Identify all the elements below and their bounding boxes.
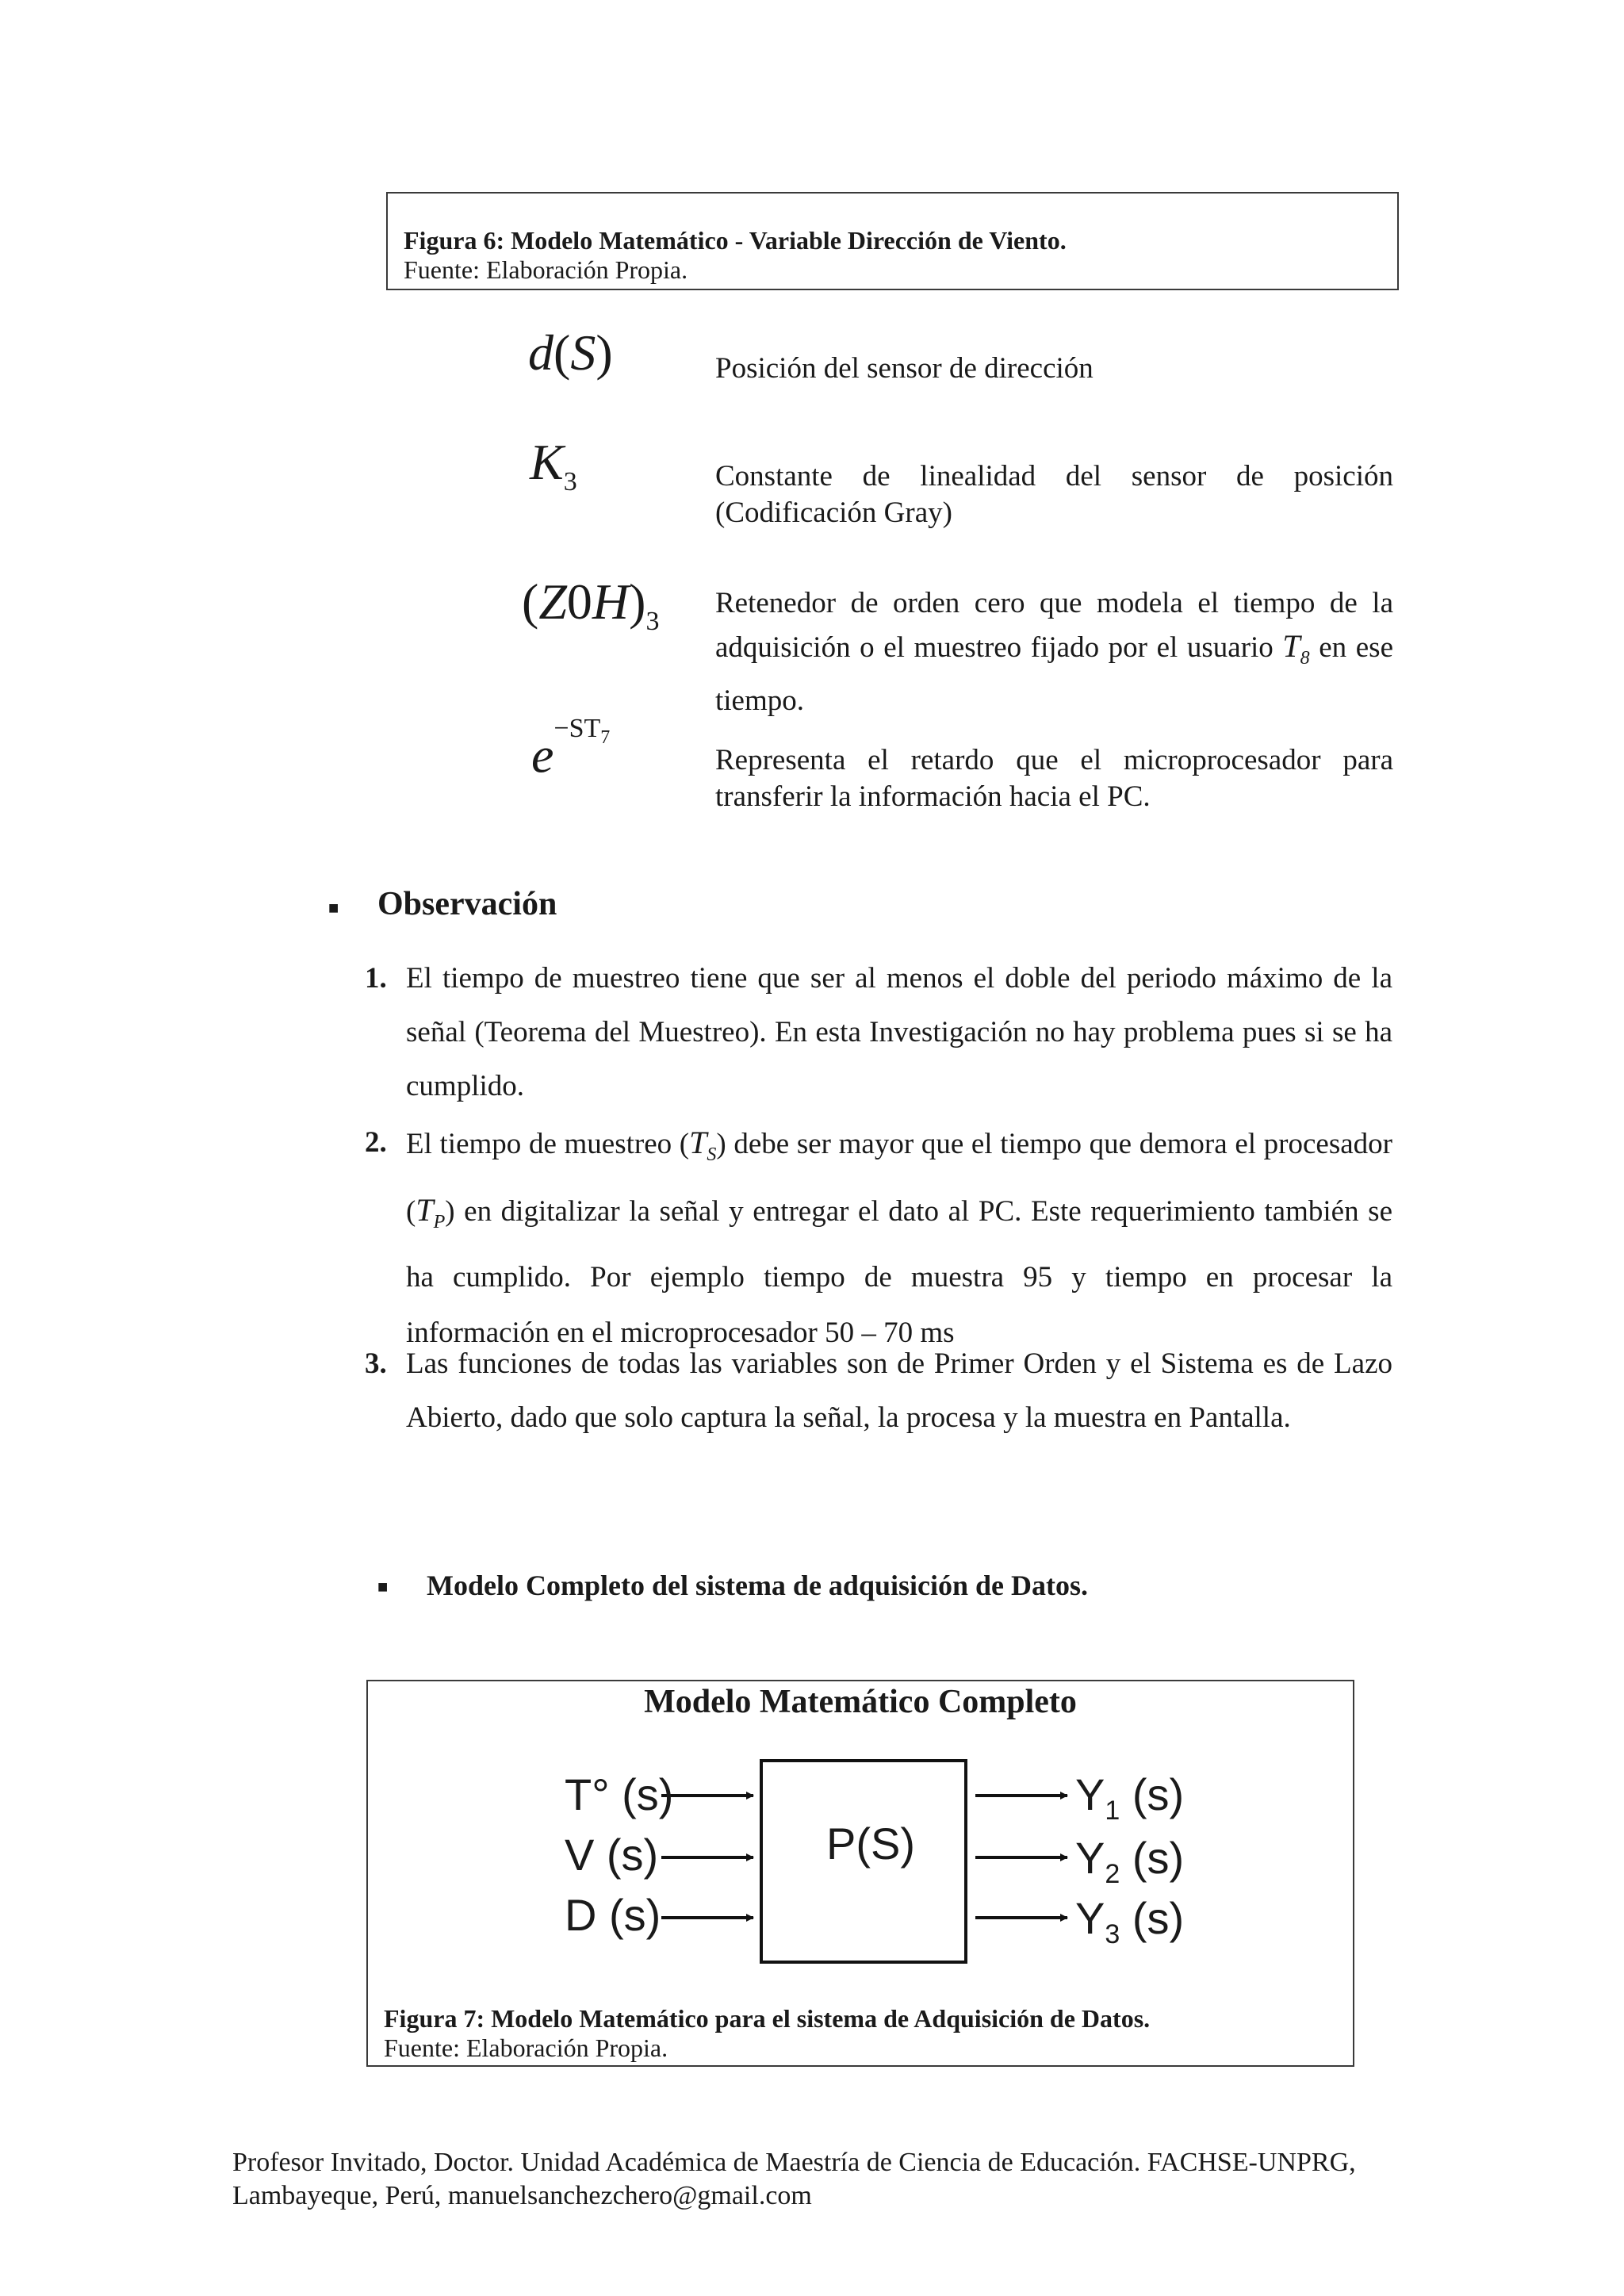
symbol-k3: $K_3$ xyxy=(530,434,577,496)
output-label-y2: $Y_2$ (s) xyxy=(1075,1833,1185,1890)
input-label-t: T° (s) xyxy=(565,1769,674,1819)
symbol-zoh3-desc-pre: Retenedor de orden cero que modela el tiempo de la adquisición o el muestreo fijado por el usuario xyxy=(715,587,1393,664)
footer-line2: Lambayeque, Perú, manuelsanchezchero@gmail.com xyxy=(232,2181,812,2210)
figure6-caption-box xyxy=(386,192,1399,290)
footer xyxy=(232,2146,1356,2213)
input-label-d: D (s) xyxy=(565,1890,661,1940)
footer-line1: Profesor Invitado, Doctor. Unidad Académica de Maestría de Ciencia de Educación. FACHSE-UNPRG, xyxy=(232,2148,1356,2177)
figure6-source: Fuente: Elaboración Propia. xyxy=(404,255,688,284)
figure7-title: Figura 7: Modelo Matemático para el sistema de Adquisición de Datos. xyxy=(384,2004,1151,2033)
ts-math: $T_S$ xyxy=(689,1125,717,1165)
observacion-item-1: 1. El tiempo de muestreo tiene que ser al menos el doble del periodo máximo de la señal (Teorema del Muestreo). En esta Investigación no hay problema pues si se ha cumplido. xyxy=(365,962,1392,1102)
block-label: P(S) xyxy=(826,1819,915,1869)
bullet-observacion: ■ xyxy=(328,898,339,918)
symbol-zoh3: $(Z0H)_3$ xyxy=(522,573,660,636)
t8-math: $T_8$ xyxy=(1282,628,1310,669)
bullet-modelo: ■ xyxy=(377,1577,389,1596)
symbol-zoh3-desc-post: en ese tiempo. xyxy=(715,631,1393,717)
figure7-box xyxy=(366,1680,1354,2067)
observacion-heading: Observación xyxy=(377,886,557,922)
output-label-y1: $Y_1$ (s) xyxy=(1075,1769,1185,1826)
figure6-title: Figura 6: Modelo Matemático - Variable Dirección de Viento. xyxy=(404,226,1067,255)
diagram-title: Modelo Matemático Completo xyxy=(644,1684,1077,1720)
figure7-source: Fuente: Elaboración Propia. xyxy=(384,2033,668,2062)
symbol-e-st7-desc: Representa el retardo que el microprocesador para transferir la información hacia el PC. xyxy=(715,744,1393,813)
observacion-item-2: 2. El tiempo de muestreo $(T_S)$ debe ser mayor que el tiempo que demora el procesador $(T_P)$ en digitalizar la señal y entregar el dato al PC. Este requerimiento también se ha cumplido. Por ejemplo tiempo de muestra 95 y tiempo en procesar la información en el microprocesador 50 – 70 ms xyxy=(365,1125,1392,1349)
symbol-d-s: d(S) xyxy=(528,324,613,381)
modelo-heading: Modelo Completo del sistema de adquisición de Datos. xyxy=(427,1570,1089,1601)
symbol-zoh3-desc xyxy=(715,582,1393,723)
input-label-v: V (s) xyxy=(565,1830,659,1880)
symbol-d-s-desc: Posición del sensor de dirección xyxy=(715,352,1094,385)
output-label-y3: $Y_3$ (s) xyxy=(1075,1893,1185,1950)
observacion-list xyxy=(365,952,1392,1445)
symbol-e-st7: $e^{-ST_7}$ xyxy=(531,714,611,784)
tp-math: $T_P$ xyxy=(416,1192,446,1232)
observacion-item-3: 3. Las funciones de todas las variables son de Primer Orden y el Sistema es de Lazo Abierto, dado que solo captura la señal, la procesa y la muestra en Pantalla. xyxy=(365,1347,1392,1434)
symbol-k3-desc: Constante de linealidad del sensor de posición (Codificación Gray) xyxy=(715,460,1393,529)
